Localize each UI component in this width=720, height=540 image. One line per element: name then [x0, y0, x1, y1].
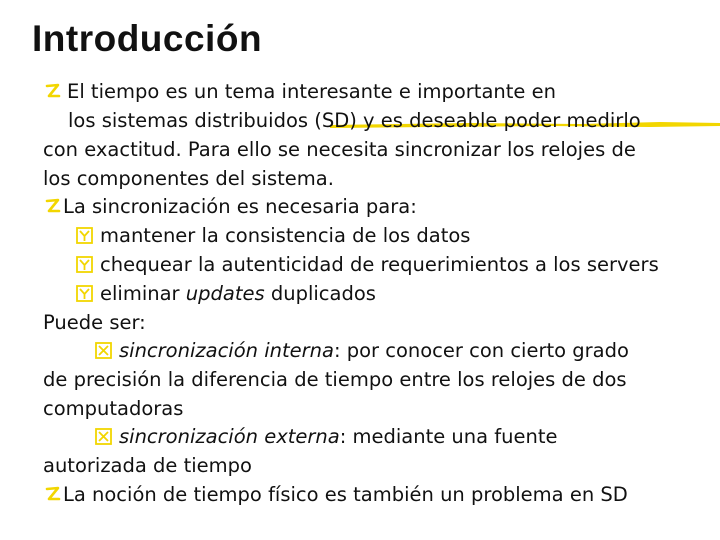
- paragraph-1-line-1: El tiempo es un tema interesante e importante en: [45, 80, 556, 104]
- paragraph-1-line-3: con exactitud. Para ello se necesita sincronizar los relojes de: [43, 138, 636, 161]
- z-bullet-icon: [45, 198, 61, 214]
- internal-sync-line-3: computadoras: [43, 397, 184, 420]
- paragraph-4: La noción de tiempo físico es también un problema en SD: [45, 483, 628, 507]
- paragraph-3-lead: Puede ser:: [43, 311, 146, 334]
- x-checkbox-icon: [95, 428, 112, 445]
- external-sync-line-1: sincronización externa: mediante una fuente: [95, 425, 558, 449]
- list-item-3: eliminar updates duplicados: [76, 282, 376, 306]
- list-item-2: chequear la autenticidad de requerimientos a los servers: [76, 253, 659, 277]
- paragraph-1-line-4: los componentes del sistema.: [43, 167, 334, 190]
- y-checkbox-icon: [76, 256, 93, 273]
- external-sync-line-2: autorizada de tiempo: [43, 454, 252, 477]
- internal-sync-line-2: de precisión la diferencia de tiempo entre los relojes de dos: [43, 368, 627, 391]
- x-checkbox-icon: [95, 342, 112, 359]
- slide-title: Introducción: [32, 18, 263, 59]
- y-checkbox-icon: [76, 285, 93, 302]
- z-bullet-icon: [45, 83, 61, 99]
- paragraph-1-line-2: los sistemas distribuidos (SD) y es deseable poder medirlo: [68, 109, 641, 132]
- y-checkbox-icon: [76, 227, 93, 244]
- z-bullet-icon: [45, 486, 61, 502]
- paragraph-2-lead: La sincronización es necesaria para:: [45, 195, 417, 219]
- list-item-1: mantener la consistencia de los datos: [76, 224, 470, 248]
- internal-sync-line-1: sincronización interna: por conocer con cierto grado: [95, 339, 629, 363]
